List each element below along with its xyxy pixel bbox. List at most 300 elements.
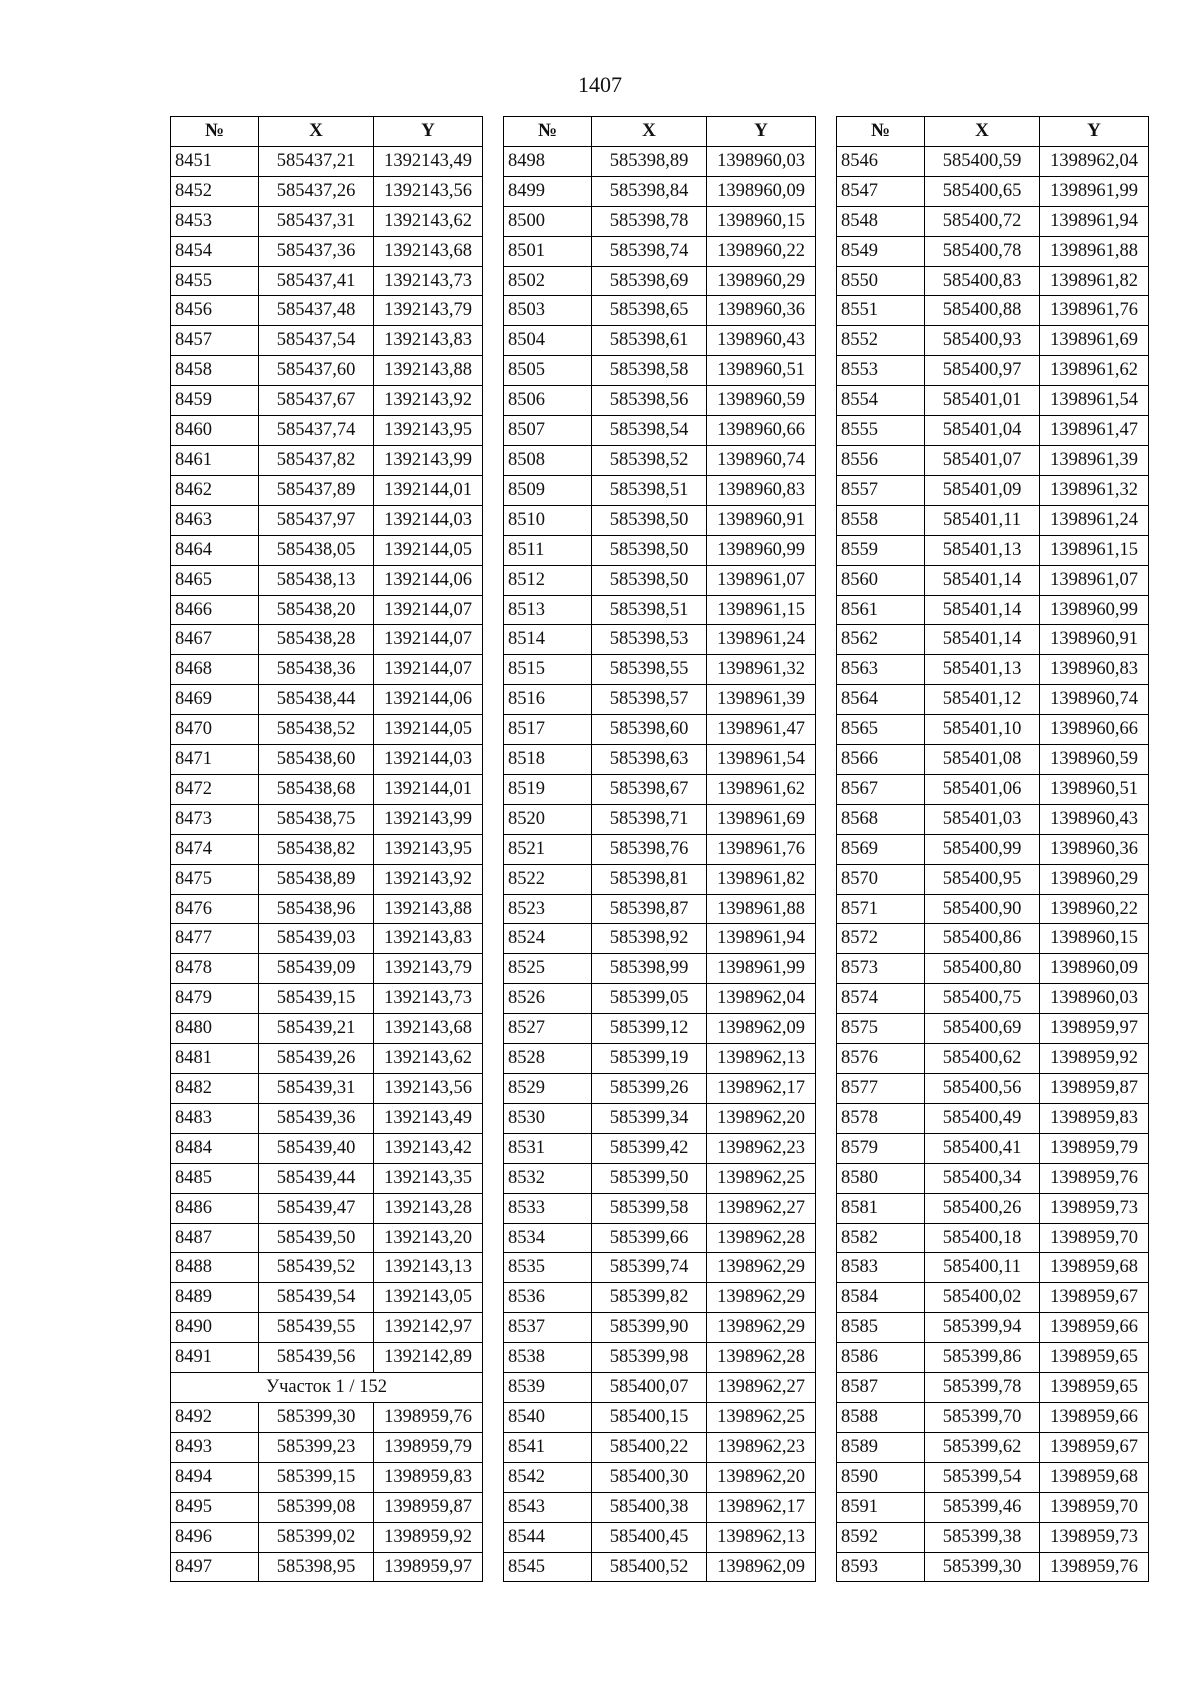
- table-row: [171, 475, 483, 505]
- y-coordinate-cell: 1398960,83: [1040, 655, 1149, 685]
- point-number-cell: 8502: [504, 266, 592, 296]
- point-number-cell: 8546: [837, 146, 925, 176]
- table-row: [837, 655, 1149, 685]
- y-coordinate-cell: 1398961,82: [707, 864, 816, 894]
- x-coordinate-cell: 585400,86: [925, 924, 1040, 954]
- x-coordinate-cell: 585437,21: [259, 146, 374, 176]
- table-row: [504, 1373, 816, 1403]
- table-row: [837, 894, 1149, 924]
- y-coordinate-cell: 1398960,74: [707, 445, 816, 475]
- table-row: [171, 834, 483, 864]
- table-row: [837, 1522, 1149, 1552]
- point-number-cell: 8534: [504, 1223, 592, 1253]
- y-coordinate-cell: 1398961,82: [1040, 266, 1149, 296]
- x-coordinate-cell: 585438,44: [259, 685, 374, 715]
- table-row: [171, 1103, 483, 1133]
- y-coordinate-cell: 1398961,07: [1040, 565, 1149, 595]
- point-number-cell: 8567: [837, 774, 925, 804]
- x-coordinate-cell: 585399,15: [259, 1462, 374, 1492]
- point-number-cell: 8512: [504, 565, 592, 595]
- y-coordinate-cell: 1392143,49: [374, 146, 483, 176]
- y-coordinate-cell: 1398961,15: [1040, 535, 1149, 565]
- point-number-cell: 8501: [504, 236, 592, 266]
- point-number-cell: 8582: [837, 1223, 925, 1253]
- x-coordinate-cell: 585401,14: [925, 595, 1040, 625]
- x-coordinate-cell: 585398,50: [592, 535, 707, 565]
- table-row: [171, 176, 483, 206]
- point-number-cell: 8566: [837, 745, 925, 775]
- point-number-cell: 8523: [504, 894, 592, 924]
- x-coordinate-cell: 585400,95: [925, 864, 1040, 894]
- point-number-cell: 8535: [504, 1253, 592, 1283]
- x-coordinate-cell: 585401,06: [925, 774, 1040, 804]
- point-number-cell: 8526: [504, 984, 592, 1014]
- section-row: [171, 1373, 483, 1403]
- x-coordinate-cell: 585400,30: [592, 1462, 707, 1492]
- table-row: [171, 565, 483, 595]
- table-row: [171, 745, 483, 775]
- table-row: [171, 1133, 483, 1163]
- x-coordinate-cell: 585400,80: [925, 954, 1040, 984]
- table-row: [171, 1432, 483, 1462]
- table-row: [504, 685, 816, 715]
- table-row: [837, 416, 1149, 446]
- x-coordinate-cell: 585398,65: [592, 296, 707, 326]
- table-row: [171, 685, 483, 715]
- point-number-cell: 8478: [171, 954, 259, 984]
- y-coordinate-cell: 1398962,28: [707, 1223, 816, 1253]
- x-coordinate-cell: 585400,02: [925, 1283, 1040, 1313]
- point-number-cell: 8592: [837, 1522, 925, 1552]
- y-coordinate-cell: 1392142,89: [374, 1343, 483, 1373]
- y-coordinate-cell: 1398959,73: [1040, 1193, 1149, 1223]
- y-coordinate-cell: 1398960,51: [1040, 774, 1149, 804]
- table-row: [171, 954, 483, 984]
- y-coordinate-cell: 1392143,79: [374, 954, 483, 984]
- point-number-cell: 8527: [504, 1014, 592, 1044]
- x-coordinate-cell: 585401,13: [925, 535, 1040, 565]
- table-row: [504, 176, 816, 206]
- y-coordinate-cell: 1398962,09: [707, 1014, 816, 1044]
- point-number-cell: 8557: [837, 475, 925, 505]
- table-row: [504, 206, 816, 236]
- point-number-cell: 8570: [837, 864, 925, 894]
- point-number-cell: 8550: [837, 266, 925, 296]
- x-coordinate-cell: 585437,54: [259, 326, 374, 356]
- y-coordinate-cell: 1392144,05: [374, 715, 483, 745]
- table-row: [837, 535, 1149, 565]
- point-number-cell: 8515: [504, 655, 592, 685]
- table-row: [837, 1044, 1149, 1074]
- point-number-cell: 8479: [171, 984, 259, 1014]
- y-coordinate-cell: 1392143,73: [374, 984, 483, 1014]
- y-coordinate-cell: 1398960,91: [707, 505, 816, 535]
- y-coordinate-cell: 1392143,95: [374, 834, 483, 864]
- x-coordinate-cell: 585438,60: [259, 745, 374, 775]
- table-row: [837, 146, 1149, 176]
- table-row: [171, 356, 483, 386]
- table-row: [837, 1432, 1149, 1462]
- y-coordinate-cell: 1398960,83: [707, 475, 816, 505]
- y-coordinate-cell: 1398961,62: [1040, 356, 1149, 386]
- x-coordinate-cell: 585399,78: [925, 1373, 1040, 1403]
- y-coordinate-cell: 1398960,66: [1040, 715, 1149, 745]
- x-coordinate-cell: 585398,89: [592, 146, 707, 176]
- x-coordinate-cell: 585438,75: [259, 804, 374, 834]
- x-coordinate-cell: 585400,26: [925, 1193, 1040, 1223]
- y-coordinate-cell: 1398962,27: [707, 1193, 816, 1223]
- point-number-cell: 8528: [504, 1044, 592, 1074]
- point-number-cell: 8461: [171, 445, 259, 475]
- y-coordinate-cell: 1392143,79: [374, 296, 483, 326]
- table-row: [504, 1014, 816, 1044]
- table-row: [171, 1223, 483, 1253]
- point-number-cell: 8488: [171, 1253, 259, 1283]
- table-row: [504, 625, 816, 655]
- point-number-cell: 8513: [504, 595, 592, 625]
- x-coordinate-cell: 585398,81: [592, 864, 707, 894]
- point-number-cell: 8496: [171, 1522, 259, 1552]
- point-number-cell: 8573: [837, 954, 925, 984]
- x-coordinate-cell: 585399,50: [592, 1163, 707, 1193]
- y-coordinate-cell: 1392142,97: [374, 1313, 483, 1343]
- table-row: [504, 1074, 816, 1104]
- point-number-cell: 8578: [837, 1103, 925, 1133]
- point-number-cell: 8579: [837, 1133, 925, 1163]
- point-number-cell: 8480: [171, 1014, 259, 1044]
- point-number-cell: 8524: [504, 924, 592, 954]
- x-coordinate-cell: 585399,98: [592, 1343, 707, 1373]
- table-row: [171, 804, 483, 834]
- point-number-cell: 8508: [504, 445, 592, 475]
- point-number-cell: 8499: [504, 176, 592, 206]
- point-number-cell: 8458: [171, 356, 259, 386]
- y-coordinate-cell: 1392143,68: [374, 1014, 483, 1044]
- point-number-cell: 8580: [837, 1163, 925, 1193]
- y-coordinate-cell: 1398962,17: [707, 1074, 816, 1104]
- x-coordinate-cell: 585400,78: [925, 236, 1040, 266]
- x-coordinate-cell: 585438,68: [259, 774, 374, 804]
- y-coordinate-cell: 1392143,28: [374, 1193, 483, 1223]
- point-number-cell: 8495: [171, 1492, 259, 1522]
- table-row: [837, 1163, 1149, 1193]
- point-number-cell: 8565: [837, 715, 925, 745]
- table-row: [837, 176, 1149, 206]
- point-number-cell: 8561: [837, 595, 925, 625]
- table-row: [171, 715, 483, 745]
- point-number-cell: 8588: [837, 1402, 925, 1432]
- y-coordinate-cell: 1392143,99: [374, 804, 483, 834]
- point-number-cell: 8520: [504, 804, 592, 834]
- point-number-cell: 8476: [171, 894, 259, 924]
- x-coordinate-cell: 585401,14: [925, 565, 1040, 595]
- y-coordinate-cell: 1398960,59: [1040, 745, 1149, 775]
- point-number-cell: 8472: [171, 774, 259, 804]
- x-coordinate-cell: 585400,65: [925, 176, 1040, 206]
- point-number-cell: 8516: [504, 685, 592, 715]
- x-coordinate-cell: 585401,03: [925, 804, 1040, 834]
- point-number-cell: 8517: [504, 715, 592, 745]
- table-row: [837, 1253, 1149, 1283]
- point-number-cell: 8584: [837, 1283, 925, 1313]
- table-row: [171, 206, 483, 236]
- x-coordinate-cell: 585400,38: [592, 1492, 707, 1522]
- table-row: [837, 1402, 1149, 1432]
- table-row: [171, 774, 483, 804]
- point-number-cell: 8507: [504, 416, 592, 446]
- y-coordinate-cell: 1398962,23: [707, 1133, 816, 1163]
- y-coordinate-cell: 1398962,17: [707, 1492, 816, 1522]
- table-row: [171, 1044, 483, 1074]
- point-number-cell: 8536: [504, 1283, 592, 1313]
- y-coordinate-cell: 1398962,13: [707, 1044, 816, 1074]
- table-row: [504, 356, 816, 386]
- point-number-cell: 8558: [837, 505, 925, 535]
- x-coordinate-cell: 585439,44: [259, 1163, 374, 1193]
- x-coordinate-cell: 585401,04: [925, 416, 1040, 446]
- y-coordinate-cell: 1398960,99: [1040, 595, 1149, 625]
- y-coordinate-cell: 1398959,68: [1040, 1462, 1149, 1492]
- y-coordinate-cell: 1398962,04: [1040, 146, 1149, 176]
- point-number-cell: 8459: [171, 386, 259, 416]
- table-row: [504, 266, 816, 296]
- table-row: [837, 595, 1149, 625]
- x-coordinate-cell: 585399,86: [925, 1343, 1040, 1373]
- y-coordinate-cell: 1398960,74: [1040, 685, 1149, 715]
- x-coordinate-cell: 585400,34: [925, 1163, 1040, 1193]
- x-coordinate-cell: 585398,56: [592, 386, 707, 416]
- x-coordinate-cell: 585401,11: [925, 505, 1040, 535]
- y-coordinate-cell: 1398961,32: [1040, 475, 1149, 505]
- y-coordinate-cell: 1398960,99: [707, 535, 816, 565]
- point-number-cell: 8530: [504, 1103, 592, 1133]
- x-coordinate-cell: 585437,36: [259, 236, 374, 266]
- y-coordinate-cell: 1398959,76: [374, 1402, 483, 1432]
- y-coordinate-cell: 1392144,06: [374, 565, 483, 595]
- y-coordinate-cell: 1392143,95: [374, 416, 483, 446]
- x-coordinate-cell: 585438,82: [259, 834, 374, 864]
- y-coordinate-cell: 1392144,06: [374, 685, 483, 715]
- table-row: [171, 1163, 483, 1193]
- table-row: [171, 864, 483, 894]
- y-coordinate-cell: 1398960,03: [1040, 984, 1149, 1014]
- table-row: [837, 1193, 1149, 1223]
- point-number-cell: 8503: [504, 296, 592, 326]
- y-coordinate-cell: 1392143,83: [374, 326, 483, 356]
- point-number-cell: 8549: [837, 236, 925, 266]
- table-row: [504, 1044, 816, 1074]
- table-row: [504, 655, 816, 685]
- x-coordinate-cell: 585398,63: [592, 745, 707, 775]
- point-number-cell: 8531: [504, 1133, 592, 1163]
- y-coordinate-cell: 1398959,79: [374, 1432, 483, 1462]
- y-coordinate-cell: 1398959,70: [1040, 1492, 1149, 1522]
- y-coordinate-cell: 1398962,27: [707, 1373, 816, 1403]
- table-row: [171, 445, 483, 475]
- y-coordinate-cell: 1398961,39: [707, 685, 816, 715]
- y-coordinate-cell: 1398962,23: [707, 1432, 816, 1462]
- point-number-cell: 8468: [171, 655, 259, 685]
- header-num: №: [837, 117, 925, 147]
- x-coordinate-cell: 585398,61: [592, 326, 707, 356]
- point-number-cell: 8510: [504, 505, 592, 535]
- point-number-cell: 8477: [171, 924, 259, 954]
- point-number-cell: 8577: [837, 1074, 925, 1104]
- point-number-cell: 8525: [504, 954, 592, 984]
- point-number-cell: 8555: [837, 416, 925, 446]
- y-coordinate-cell: 1398960,09: [707, 176, 816, 206]
- y-coordinate-cell: 1398961,99: [1040, 176, 1149, 206]
- y-coordinate-cell: 1398961,69: [1040, 326, 1149, 356]
- table-row: [504, 236, 816, 266]
- y-coordinate-cell: 1398960,66: [707, 416, 816, 446]
- point-number-cell: 8560: [837, 565, 925, 595]
- table-row: [504, 296, 816, 326]
- table-row: [171, 146, 483, 176]
- x-coordinate-cell: 585398,53: [592, 625, 707, 655]
- table-row: [171, 1343, 483, 1373]
- point-number-cell: 8489: [171, 1283, 259, 1313]
- point-number-cell: 8542: [504, 1462, 592, 1492]
- point-number-cell: 8583: [837, 1253, 925, 1283]
- header-x: X: [925, 117, 1040, 147]
- y-coordinate-cell: 1398960,03: [707, 146, 816, 176]
- y-coordinate-cell: 1398959,92: [1040, 1044, 1149, 1074]
- y-coordinate-cell: 1398961,24: [707, 625, 816, 655]
- table-row: [504, 146, 816, 176]
- y-coordinate-cell: 1392143,62: [374, 206, 483, 236]
- point-number-cell: 8463: [171, 505, 259, 535]
- x-coordinate-cell: 585439,09: [259, 954, 374, 984]
- header-y: Y: [1040, 117, 1149, 147]
- x-coordinate-cell: 585401,13: [925, 655, 1040, 685]
- table-row: [837, 745, 1149, 775]
- table-row: [504, 774, 816, 804]
- table-row: [837, 685, 1149, 715]
- table-row: [837, 296, 1149, 326]
- point-number-cell: 8571: [837, 894, 925, 924]
- x-coordinate-cell: 585399,08: [259, 1492, 374, 1522]
- y-coordinate-cell: 1398961,99: [707, 954, 816, 984]
- y-coordinate-cell: 1398959,66: [1040, 1313, 1149, 1343]
- y-coordinate-cell: 1398961,07: [707, 565, 816, 595]
- point-number-cell: 8514: [504, 625, 592, 655]
- y-coordinate-cell: 1398961,76: [707, 834, 816, 864]
- y-coordinate-cell: 1398962,04: [707, 984, 816, 1014]
- header-x: X: [259, 117, 374, 147]
- table-row: [837, 864, 1149, 894]
- table-row: [171, 655, 483, 685]
- y-coordinate-cell: 1398961,94: [707, 924, 816, 954]
- x-coordinate-cell: 585398,78: [592, 206, 707, 236]
- table-row: [837, 804, 1149, 834]
- x-coordinate-cell: 585400,62: [925, 1044, 1040, 1074]
- point-number-cell: 8529: [504, 1074, 592, 1104]
- x-coordinate-cell: 585437,97: [259, 505, 374, 535]
- x-coordinate-cell: 585400,07: [592, 1373, 707, 1403]
- y-coordinate-cell: 1392143,49: [374, 1103, 483, 1133]
- point-number-cell: 8587: [837, 1373, 925, 1403]
- y-coordinate-cell: 1398962,25: [707, 1402, 816, 1432]
- point-number-cell: 8511: [504, 535, 592, 565]
- x-coordinate-cell: 585399,42: [592, 1133, 707, 1163]
- y-coordinate-cell: 1392144,01: [374, 774, 483, 804]
- page-number: 1407: [578, 72, 622, 97]
- point-number-cell: 8553: [837, 356, 925, 386]
- table-row: [837, 1492, 1149, 1522]
- table-row: [837, 236, 1149, 266]
- y-coordinate-cell: 1392143,92: [374, 864, 483, 894]
- x-coordinate-cell: 585399,02: [259, 1522, 374, 1552]
- header-row: [837, 117, 1149, 147]
- point-number-cell: 8506: [504, 386, 592, 416]
- x-coordinate-cell: 585401,14: [925, 625, 1040, 655]
- x-coordinate-cell: 585400,90: [925, 894, 1040, 924]
- table-row: [504, 984, 816, 1014]
- coordinates-table-2: [503, 116, 816, 1582]
- table-row: [837, 386, 1149, 416]
- point-number-cell: 8556: [837, 445, 925, 475]
- y-coordinate-cell: 1398959,83: [374, 1462, 483, 1492]
- y-coordinate-cell: 1398959,87: [1040, 1074, 1149, 1104]
- table-row: [837, 1373, 1149, 1403]
- table-row: [504, 416, 816, 446]
- x-coordinate-cell: 585401,10: [925, 715, 1040, 745]
- point-number-cell: 8551: [837, 296, 925, 326]
- table-row: [837, 924, 1149, 954]
- table-row: [504, 595, 816, 625]
- x-coordinate-cell: 585400,18: [925, 1223, 1040, 1253]
- y-coordinate-cell: 1398962,13: [707, 1522, 816, 1552]
- x-coordinate-cell: 585398,74: [592, 236, 707, 266]
- point-number-cell: 8559: [837, 535, 925, 565]
- y-coordinate-cell: 1398961,15: [707, 595, 816, 625]
- table-row: [837, 1313, 1149, 1343]
- x-coordinate-cell: 585437,48: [259, 296, 374, 326]
- y-coordinate-cell: 1398959,73: [1040, 1522, 1149, 1552]
- point-number-cell: 8492: [171, 1402, 259, 1432]
- y-coordinate-cell: 1398960,51: [707, 356, 816, 386]
- x-coordinate-cell: 585399,26: [592, 1074, 707, 1104]
- y-coordinate-cell: 1398959,68: [1040, 1253, 1149, 1283]
- table-row: [504, 1402, 816, 1432]
- point-number-cell: 8585: [837, 1313, 925, 1343]
- table-row: [504, 1163, 816, 1193]
- y-coordinate-cell: 1398961,94: [1040, 206, 1149, 236]
- y-coordinate-cell: 1392143,20: [374, 1223, 483, 1253]
- table-row: [504, 1103, 816, 1133]
- x-coordinate-cell: 585401,12: [925, 685, 1040, 715]
- point-number-cell: 8481: [171, 1044, 259, 1074]
- table-row: [837, 356, 1149, 386]
- table-row: [504, 1462, 816, 1492]
- x-coordinate-cell: 585400,45: [592, 1522, 707, 1552]
- table-row: [837, 1133, 1149, 1163]
- x-coordinate-cell: 585401,01: [925, 386, 1040, 416]
- x-coordinate-cell: 585398,87: [592, 894, 707, 924]
- x-coordinate-cell: 585399,05: [592, 984, 707, 1014]
- point-number-cell: 8519: [504, 774, 592, 804]
- table-row: [171, 326, 483, 356]
- x-coordinate-cell: 585398,99: [592, 954, 707, 984]
- x-coordinate-cell: 585437,26: [259, 176, 374, 206]
- x-coordinate-cell: 585439,56: [259, 1343, 374, 1373]
- x-coordinate-cell: 585400,56: [925, 1074, 1040, 1104]
- point-number-cell: 8572: [837, 924, 925, 954]
- x-coordinate-cell: 585399,58: [592, 1193, 707, 1223]
- table-row: [837, 1462, 1149, 1492]
- y-coordinate-cell: 1398962,29: [707, 1313, 816, 1343]
